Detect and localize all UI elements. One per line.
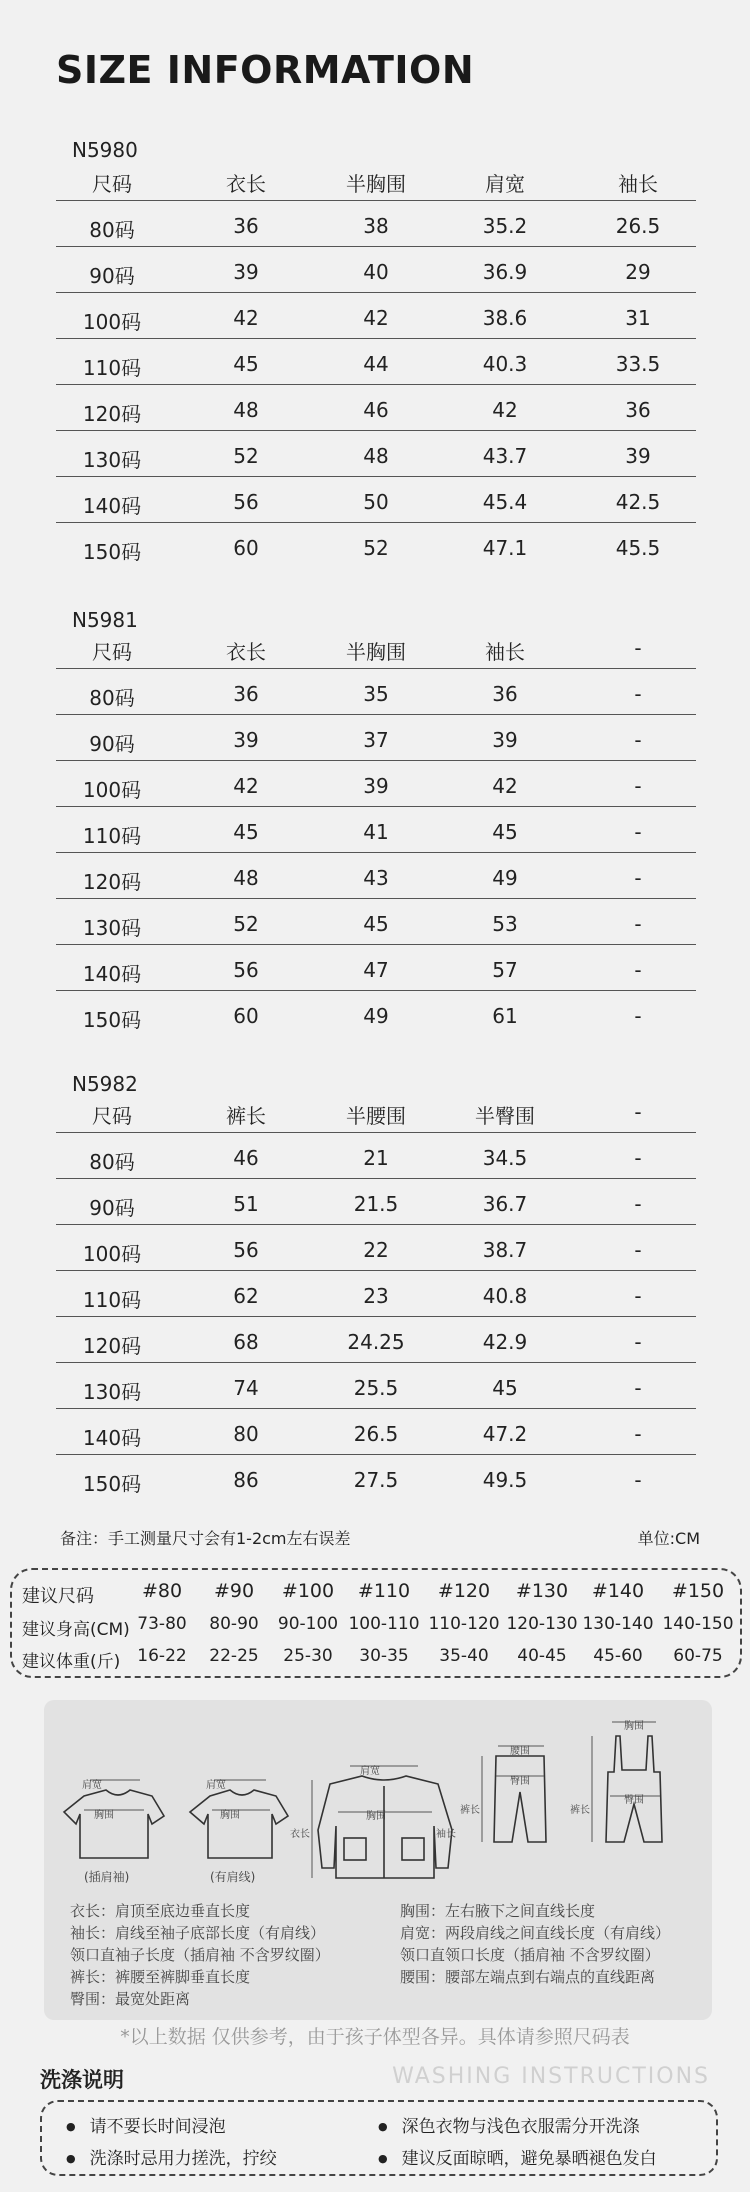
table-cell: 38 xyxy=(363,214,389,238)
table-cell: 110码 xyxy=(82,1288,142,1312)
table-cell: 36 xyxy=(233,682,259,706)
table-row xyxy=(56,990,696,1037)
label-chest: 胸围 xyxy=(624,1721,644,1732)
measurement-definition: 衣长：肩顶至底边垂直长度 xyxy=(70,1902,251,1920)
measurement-note: 备注：手工测量尺寸会有1-2cm左右误差 xyxy=(60,1529,351,1548)
table-cell: 21 xyxy=(363,1146,389,1170)
measurement-definition: 肩宽：两段肩线之间直线长度（有肩线） xyxy=(400,1924,671,1942)
header-cell: 肩宽 xyxy=(485,172,525,196)
table-cell: 26.5 xyxy=(353,1422,399,1446)
header-cell: 衣长 xyxy=(226,640,266,664)
table-cell: - xyxy=(634,1284,642,1308)
table-row xyxy=(56,1178,696,1225)
table-cell: 42 xyxy=(492,774,518,798)
table-cell: 60 xyxy=(233,1004,259,1028)
table-cell: 60 xyxy=(233,536,259,560)
label-hip: 臀围 xyxy=(510,1776,530,1787)
table-cell: 36.7 xyxy=(482,1192,528,1216)
table-row xyxy=(56,1362,696,1409)
table-cell: 29 xyxy=(625,260,651,284)
header-cell: 袖长 xyxy=(618,172,658,196)
table-cell: 100码 xyxy=(82,778,142,802)
header-cell: 半臀围 xyxy=(475,1104,535,1128)
label-hip: 臀围 xyxy=(624,1795,644,1806)
recommend-size: #80 xyxy=(141,1580,183,1602)
table-cell: 39 xyxy=(233,728,259,752)
washing-item: ● 深色衣物与浅色衣服需分开洗涤 xyxy=(378,2112,640,2137)
recommend-height: 100-110 xyxy=(348,1614,420,1634)
table-cell: 40.3 xyxy=(482,352,528,376)
recommend-weight: 25-30 xyxy=(283,1646,333,1666)
table-cell: - xyxy=(634,820,642,844)
measurement-definition: 腰围：腰部左端点到右端点的直线距离 xyxy=(400,1968,656,1986)
table-cell: 39 xyxy=(233,260,259,284)
table-cell: 130码 xyxy=(82,1380,142,1404)
header-cell: 半胸围 xyxy=(346,640,406,664)
table-cell: 39 xyxy=(492,728,518,752)
table-cell: 62 xyxy=(233,1284,259,1308)
table-row xyxy=(56,1316,696,1363)
table-cell: 21.5 xyxy=(353,1192,399,1216)
table-cell: 140码 xyxy=(82,494,142,518)
table-cell: 90码 xyxy=(89,264,135,288)
table-cell: 42 xyxy=(492,398,518,422)
recommend-weight: 45-60 xyxy=(593,1646,643,1666)
table-cell: 40.8 xyxy=(482,1284,528,1308)
table-row xyxy=(56,1270,696,1317)
table-cell: 47.2 xyxy=(482,1422,528,1446)
table-cell: 80码 xyxy=(89,1150,135,1174)
table-cell: 34.5 xyxy=(482,1146,528,1170)
label-pants-length: 裤长 xyxy=(570,1805,590,1816)
header-cell: 半腰围 xyxy=(346,1104,406,1128)
recommend-weight: 30-35 xyxy=(359,1646,409,1666)
table-cell: - xyxy=(634,866,642,890)
table-cell: 51 xyxy=(233,1192,259,1216)
table-cell: 42.9 xyxy=(482,1330,528,1354)
recommend-size: #110 xyxy=(357,1580,411,1602)
label-raglan: (插肩袖) xyxy=(84,1870,130,1884)
table-cell: - xyxy=(634,912,642,936)
recommend-height: 80-90 xyxy=(209,1614,259,1634)
header-cell: 半胸围 xyxy=(346,172,406,196)
table-cell: 45 xyxy=(233,820,259,844)
measurement-definition: 裤长：裤腰至裤脚垂直长度 xyxy=(70,1968,251,1986)
table-cell: 50 xyxy=(363,490,389,514)
table-row xyxy=(56,898,696,945)
recommend-size: #140 xyxy=(591,1580,645,1602)
table-cell: 38.7 xyxy=(482,1238,528,1262)
table-cell: 43.7 xyxy=(482,444,528,468)
table-cell: 80码 xyxy=(89,218,135,242)
table-row xyxy=(56,338,696,385)
label-length: 衣长 xyxy=(290,1829,310,1840)
table-cell: 52 xyxy=(233,912,259,936)
recommend-weight: 35-40 xyxy=(439,1646,489,1666)
table-cell: 43 xyxy=(363,866,389,890)
table-cell: 47.1 xyxy=(482,536,528,560)
table-row xyxy=(56,430,696,477)
table-cell: 52 xyxy=(363,536,389,560)
label-chest: 胸围 xyxy=(366,1811,386,1822)
recommend-height: 120-130 xyxy=(506,1614,578,1634)
product-code: N5980 xyxy=(72,138,138,162)
table-cell: 120码 xyxy=(82,870,142,894)
table-cell: 86 xyxy=(233,1468,259,1492)
table-row xyxy=(56,1132,696,1179)
table-row xyxy=(56,806,696,853)
table-cell: 33.5 xyxy=(615,352,661,376)
table-cell: 48 xyxy=(233,398,259,422)
header-cell: 袖长 xyxy=(485,640,525,664)
table-cell: 130码 xyxy=(82,448,142,472)
header-cell: - xyxy=(634,1100,642,1124)
table-row xyxy=(56,246,696,293)
recommend-size: #130 xyxy=(515,1580,569,1602)
table-row xyxy=(56,1454,696,1501)
recommend-weight: 60-75 xyxy=(673,1646,723,1666)
table-row xyxy=(56,476,696,523)
header-cell: 裤长 xyxy=(226,1104,266,1128)
table-cell: 52 xyxy=(233,444,259,468)
table-cell: 25.5 xyxy=(353,1376,399,1400)
table-cell: - xyxy=(634,1468,642,1492)
table-cell: 42 xyxy=(363,306,389,330)
table-cell: - xyxy=(634,1146,642,1170)
label-chest: 胸围 xyxy=(220,1810,240,1821)
table-cell: 48 xyxy=(363,444,389,468)
table-cell: 53 xyxy=(492,912,518,936)
table-cell: 39 xyxy=(363,774,389,798)
measurement-diagram xyxy=(44,1700,712,2020)
recommend-label-size: 建议尺码 xyxy=(22,1586,94,1607)
table-row xyxy=(56,1408,696,1455)
table-cell: 140码 xyxy=(82,962,142,986)
recommend-height: 90-100 xyxy=(277,1614,339,1634)
table-cell: 100码 xyxy=(82,1242,142,1266)
table-cell: 56 xyxy=(233,490,259,514)
table-cell: 61 xyxy=(492,1004,518,1028)
table-cell: 41 xyxy=(363,820,389,844)
table-cell: 36 xyxy=(233,214,259,238)
page-title: SIZE INFORMATION xyxy=(56,48,475,92)
table-cell: 45 xyxy=(363,912,389,936)
measurement-definition: 袖长：肩线至袖子底部长度（有肩线） xyxy=(70,1924,326,1942)
table-cell: 35 xyxy=(363,682,389,706)
washing-item: ● 请不要长时间浸泡 xyxy=(66,2112,226,2137)
table-cell: 110码 xyxy=(82,356,142,380)
header-cell: 尺码 xyxy=(92,172,132,196)
measurement-definition: 领口直领口长度（插肩袖 不含罗纹圈） xyxy=(400,1946,660,1964)
washing-title: 洗涤说明 xyxy=(40,2068,124,2092)
table-cell: 45.5 xyxy=(615,536,661,560)
table-cell: - xyxy=(634,682,642,706)
table-cell: 44 xyxy=(363,352,389,376)
table-cell: 22 xyxy=(363,1238,389,1262)
table-cell: 140码 xyxy=(82,1426,142,1450)
table-cell: 42 xyxy=(233,306,259,330)
recommend-size: #150 xyxy=(671,1580,725,1602)
table-cell: 90码 xyxy=(89,1196,135,1220)
table-cell: 26.5 xyxy=(615,214,661,238)
table-cell: 42.5 xyxy=(615,490,661,514)
table-row xyxy=(56,522,696,569)
table-cell: 150码 xyxy=(82,540,142,564)
table-cell: 110码 xyxy=(82,824,142,848)
table-cell: 23 xyxy=(363,1284,389,1308)
recommend-label-height: 建议身高(CM) xyxy=(22,1620,130,1640)
recommend-size-box xyxy=(10,1568,742,1678)
table-cell: - xyxy=(634,1004,642,1028)
washing-item: ● 建议反面晾晒，避免暴晒褪色发白 xyxy=(378,2144,657,2169)
table-cell: 80码 xyxy=(89,686,135,710)
label-pants-length: 裤长 xyxy=(460,1805,480,1816)
header-cell: 尺码 xyxy=(92,1104,132,1128)
table-cell: 49 xyxy=(492,866,518,890)
table-cell: 150码 xyxy=(82,1008,142,1032)
table-cell: - xyxy=(634,1330,642,1354)
table-cell: 45 xyxy=(492,820,518,844)
table-cell: 36.9 xyxy=(482,260,528,284)
recommend-size: #100 xyxy=(281,1580,335,1602)
recommend-weight: 22-25 xyxy=(209,1646,259,1666)
table-cell: 68 xyxy=(233,1330,259,1354)
table-cell: 42 xyxy=(233,774,259,798)
table-cell: 36 xyxy=(492,682,518,706)
measurement-definition: 胸围：左右腋下之间直线长度 xyxy=(400,1902,596,1920)
table-cell: 31 xyxy=(625,306,651,330)
table-row xyxy=(56,384,696,431)
table-row xyxy=(56,760,696,807)
table-row xyxy=(56,292,696,339)
label-sleeve: 袖长 xyxy=(436,1829,456,1840)
table-cell: 74 xyxy=(233,1376,259,1400)
table-cell: 120码 xyxy=(82,402,142,426)
table-cell: - xyxy=(634,728,642,752)
table-row xyxy=(56,668,696,715)
table-row xyxy=(56,944,696,991)
table-cell: 38.6 xyxy=(482,306,528,330)
table-cell: 120码 xyxy=(82,1334,142,1358)
table-cell: 40 xyxy=(363,260,389,284)
label-shoulder: 肩宽 xyxy=(206,1780,226,1791)
table-cell: 37 xyxy=(363,728,389,752)
recommend-size: #120 xyxy=(437,1580,491,1602)
recommend-label-weight: 建议体重(斤) xyxy=(22,1652,121,1672)
washing-item: ● 洗涤时忌用力搓洗，拧绞 xyxy=(66,2144,277,2169)
header-cell: 衣长 xyxy=(226,172,266,196)
label-waist: 腰围 xyxy=(510,1746,530,1757)
table-cell: 57 xyxy=(492,958,518,982)
table-cell: 48 xyxy=(233,866,259,890)
label-shoulder-line: (有肩线) xyxy=(210,1870,256,1884)
table-cell: 49 xyxy=(363,1004,389,1028)
measurement-definition: 领口直袖子长度（插肩袖 不含罗纹圈） xyxy=(70,1946,330,1964)
recommend-height: 110-120 xyxy=(428,1614,500,1634)
table-row xyxy=(56,200,696,247)
unit-label: 单位:CM xyxy=(637,1529,700,1548)
product-code: N5982 xyxy=(72,1072,138,1096)
table-cell: - xyxy=(634,958,642,982)
table-cell: 45 xyxy=(233,352,259,376)
table-cell: 39 xyxy=(625,444,651,468)
label-shoulder: 肩宽 xyxy=(360,1766,380,1777)
header-cell: - xyxy=(634,636,642,660)
table-cell: 46 xyxy=(233,1146,259,1170)
table-cell: 56 xyxy=(233,958,259,982)
table-cell: 27.5 xyxy=(353,1468,399,1492)
measurement-definition: 臀围：最宽处距离 xyxy=(70,1990,191,2008)
recommend-height: 73-80 xyxy=(137,1614,187,1634)
table-cell: - xyxy=(634,1376,642,1400)
recommend-height: 140-150 xyxy=(662,1614,734,1634)
table-cell: - xyxy=(634,1422,642,1446)
table-row xyxy=(56,714,696,761)
header-cell: 尺码 xyxy=(92,640,132,664)
table-cell: - xyxy=(634,774,642,798)
table-cell: 90码 xyxy=(89,732,135,756)
table-cell: 35.2 xyxy=(482,214,528,238)
table-cell: 24.25 xyxy=(347,1330,405,1354)
table-cell: 150码 xyxy=(82,1472,142,1496)
table-cell: 45 xyxy=(492,1376,518,1400)
table-cell: 46 xyxy=(363,398,389,422)
disclaimer: *以上数据 仅供参考，由于孩子体型各异。具体请参照尺码表 xyxy=(120,2026,630,2048)
table-cell: 130码 xyxy=(82,916,142,940)
table-cell: - xyxy=(634,1238,642,1262)
table-cell: 80 xyxy=(233,1422,259,1446)
label-shoulder: 肩宽 xyxy=(82,1780,102,1791)
table-cell: 47 xyxy=(363,958,389,982)
table-row xyxy=(56,1224,696,1271)
table-cell: 100码 xyxy=(82,310,142,334)
product-code: N5981 xyxy=(72,608,138,632)
washing-box xyxy=(40,2100,718,2176)
recommend-weight: 16-22 xyxy=(137,1646,187,1666)
label-chest: 胸围 xyxy=(94,1810,114,1821)
table-cell: 56 xyxy=(233,1238,259,1262)
table-row xyxy=(56,852,696,899)
washing-title-en: WASHING INSTRUCTIONS xyxy=(392,2064,710,2089)
table-cell: 45.4 xyxy=(482,490,528,514)
table-cell: 36 xyxy=(625,398,651,422)
recommend-height: 130-140 xyxy=(582,1614,654,1634)
table-cell: 49.5 xyxy=(482,1468,528,1492)
recommend-weight: 40-45 xyxy=(517,1646,567,1666)
recommend-size: #90 xyxy=(213,1580,255,1602)
table-cell: - xyxy=(634,1192,642,1216)
